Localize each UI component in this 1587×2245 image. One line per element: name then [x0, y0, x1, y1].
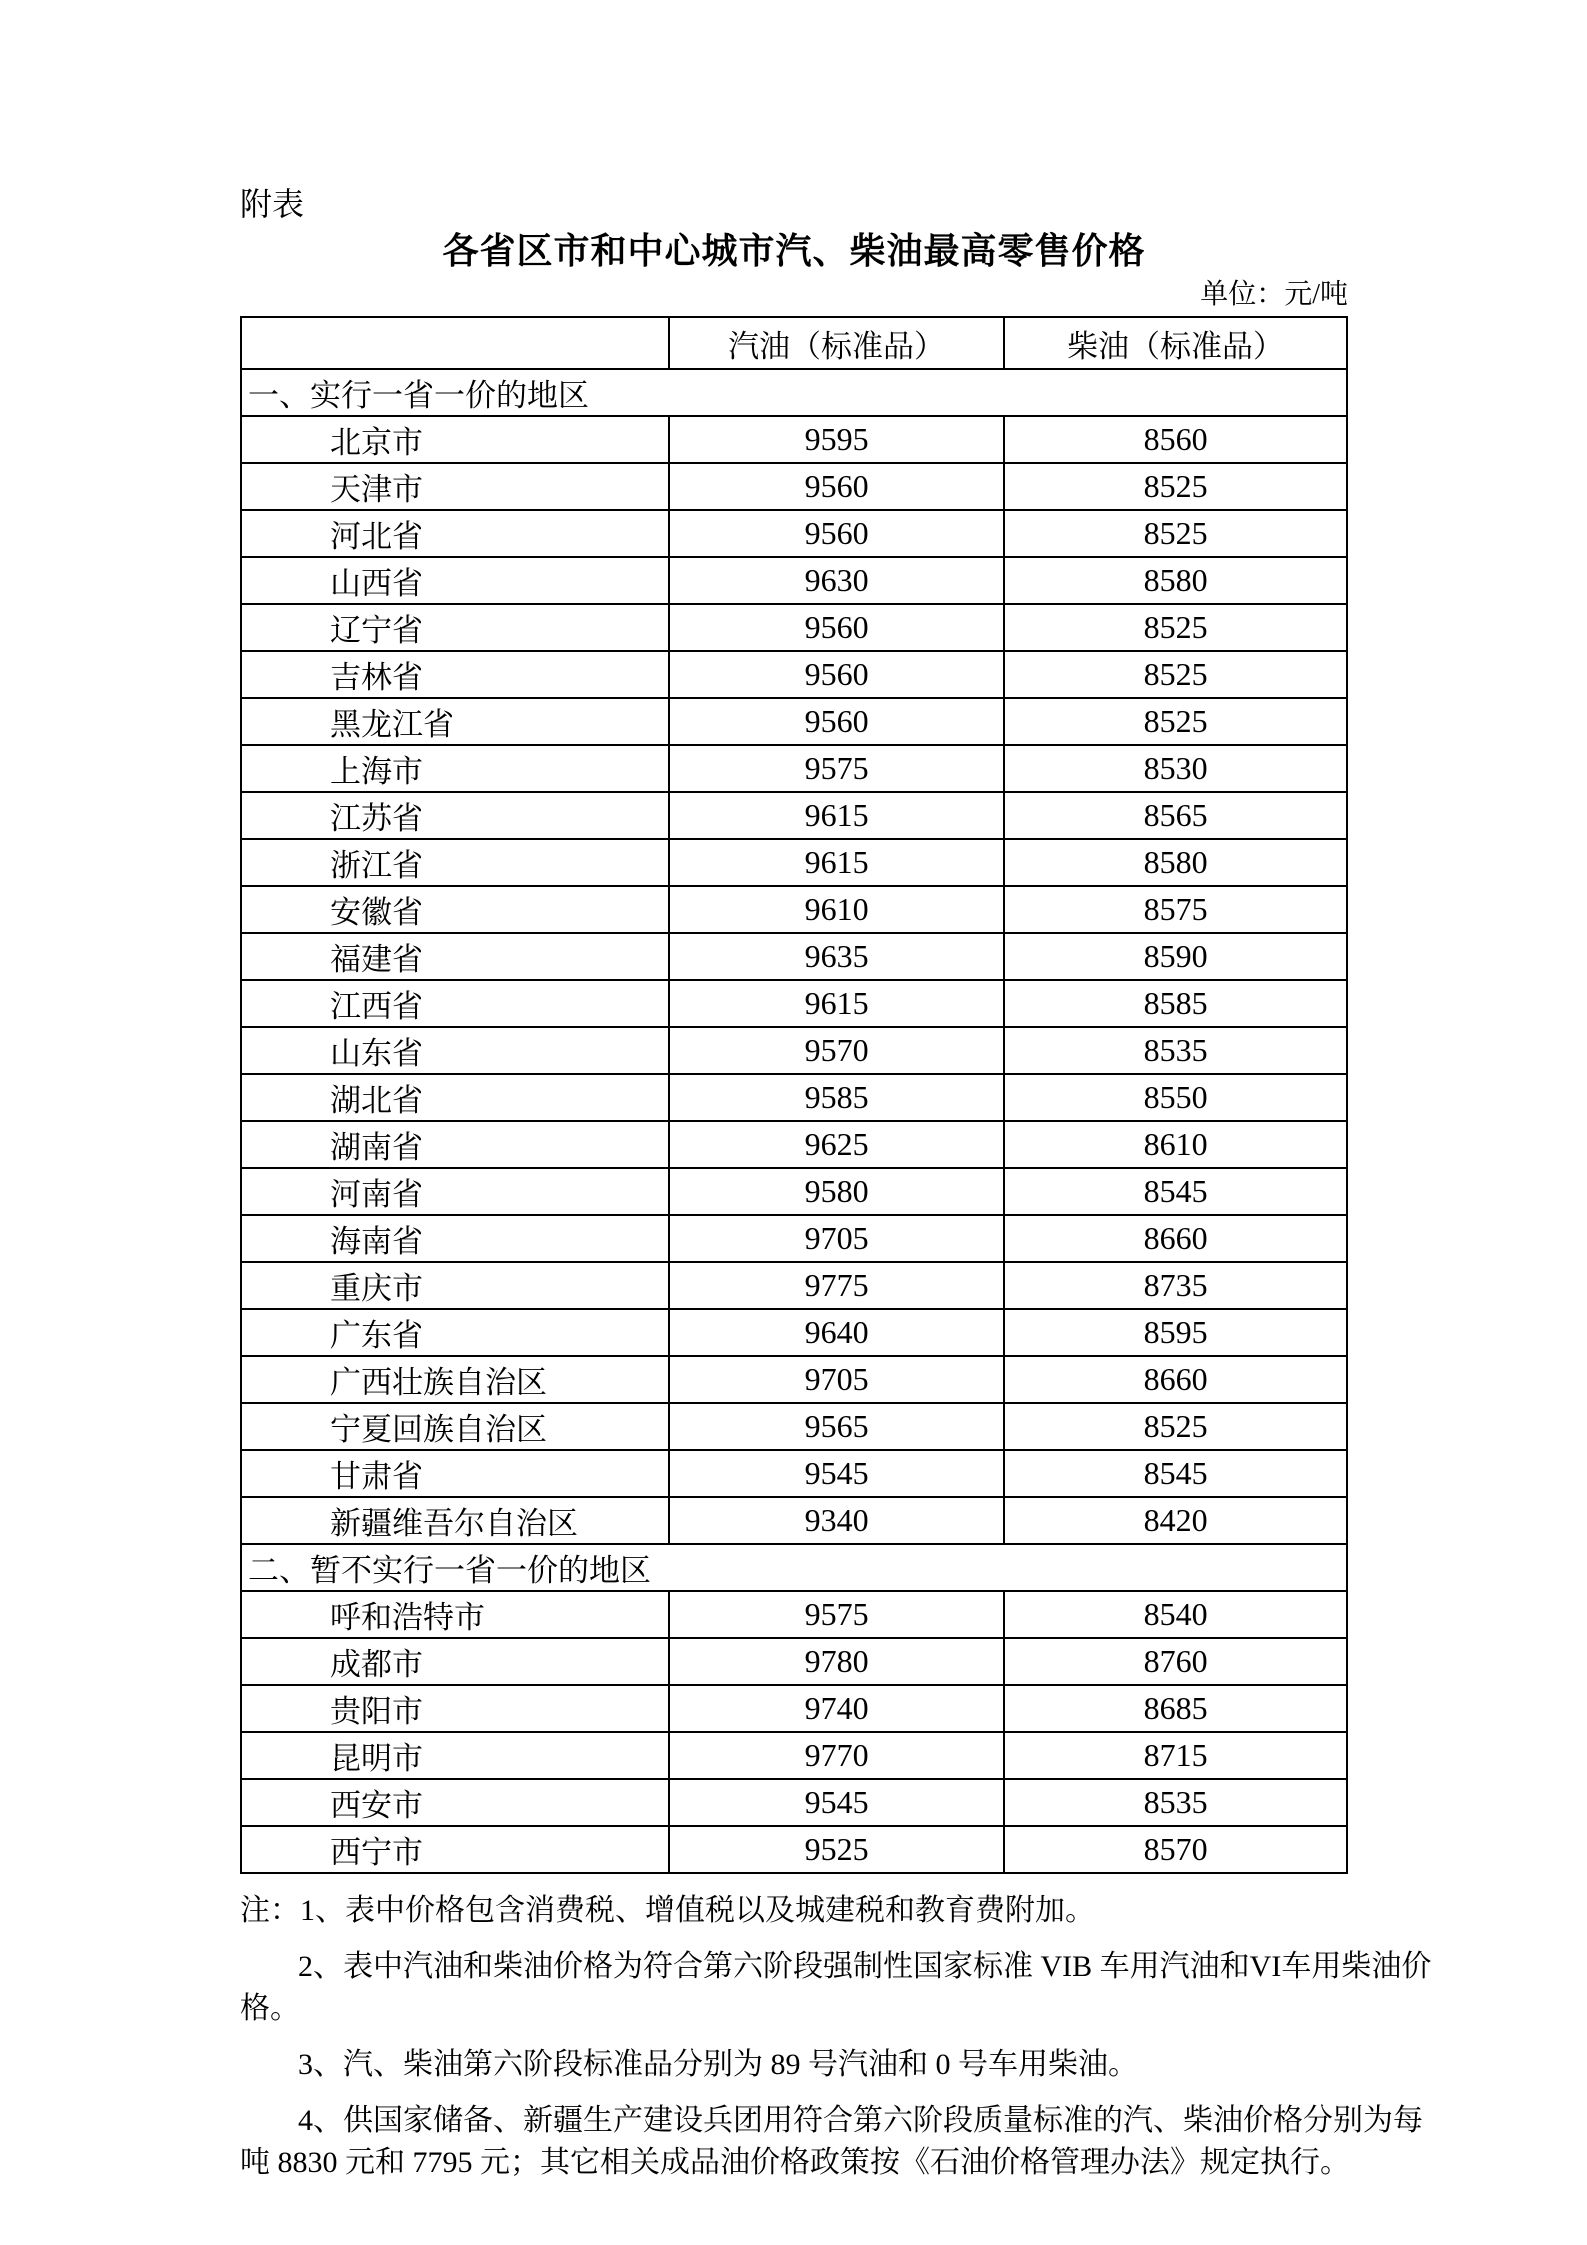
price-table-header	[241, 317, 1347, 369]
diesel-price-cell: 8530	[1004, 745, 1347, 792]
diesel-price-cell: 8545	[1004, 1168, 1347, 1215]
gasoline-price-cell: 9340	[669, 1497, 1004, 1544]
table-row	[241, 1074, 1347, 1121]
note-line: 4、供国家储备、新疆生产建设兵团用符合第六阶段质量标准的汽、柴油价格分别为每	[298, 2104, 1423, 2137]
region-cell: 昆明市	[241, 1732, 669, 1779]
gasoline-price-cell: 9595	[669, 416, 1004, 463]
region-cell: 河北省	[241, 510, 669, 557]
diesel-price-cell: 8560	[1004, 416, 1347, 463]
diesel-price-cell: 8540	[1004, 1591, 1347, 1638]
table-row	[241, 463, 1347, 510]
region-cell: 山东省	[241, 1027, 669, 1074]
header-row	[241, 317, 1347, 369]
note-line: 3、汽、柴油第六阶段标准品分别为 89 号汽油和 0 号车用柴油。	[298, 2048, 1138, 2081]
diesel-price-cell: 8545	[1004, 1450, 1347, 1497]
diesel-price-cell: 8715	[1004, 1732, 1347, 1779]
table-row	[241, 651, 1347, 698]
region-cell: 吉林省	[241, 651, 669, 698]
diesel-price-cell: 8575	[1004, 886, 1347, 933]
table-row	[241, 1121, 1347, 1168]
table-row	[241, 698, 1347, 745]
region-cell: 北京市	[241, 416, 669, 463]
gasoline-price-cell: 9610	[669, 886, 1004, 933]
diesel-price-cell: 8525	[1004, 1403, 1347, 1450]
table-row	[241, 980, 1347, 1027]
region-cell: 海南省	[241, 1215, 669, 1262]
region-cell: 江苏省	[241, 792, 669, 839]
gasoline-price-cell: 9580	[669, 1168, 1004, 1215]
diesel-price-cell: 8660	[1004, 1215, 1347, 1262]
price-table-body	[241, 369, 1347, 1873]
diesel-price-cell: 8565	[1004, 792, 1347, 839]
table-row	[241, 1638, 1347, 1685]
diesel-price-cell: 8525	[1004, 604, 1347, 651]
table-row	[241, 1168, 1347, 1215]
table-row	[241, 1732, 1347, 1779]
region-cell: 宁夏回族自治区	[241, 1403, 669, 1450]
gasoline-price-cell: 9615	[669, 839, 1004, 886]
region-column-header	[241, 317, 669, 369]
table-row	[241, 1779, 1347, 1826]
region-cell: 山西省	[241, 557, 669, 604]
table-row	[241, 792, 1347, 839]
table-row	[241, 745, 1347, 792]
table-row	[241, 604, 1347, 651]
diesel-price-cell: 8550	[1004, 1074, 1347, 1121]
diesel-price-cell: 8580	[1004, 839, 1347, 886]
section-header-label: 二、暂不实行一省一价的地区	[241, 1544, 1347, 1591]
diesel-price-cell: 8525	[1004, 698, 1347, 745]
gasoline-price-cell: 9780	[669, 1638, 1004, 1685]
gasoline-price-cell: 9560	[669, 651, 1004, 698]
gasoline-price-cell: 9545	[669, 1450, 1004, 1497]
section-header-label: 一、实行一省一价的地区	[241, 369, 1347, 416]
table-row	[241, 1591, 1347, 1638]
table-row	[241, 1497, 1347, 1544]
gasoline-price-cell: 9635	[669, 933, 1004, 980]
gasoline-price-cell: 9570	[669, 1027, 1004, 1074]
diesel-price-cell: 8735	[1004, 1262, 1347, 1309]
diesel-price-cell: 8595	[1004, 1309, 1347, 1356]
section-header-row	[241, 1544, 1347, 1591]
table-row	[241, 1450, 1347, 1497]
diesel-price-cell: 8535	[1004, 1779, 1347, 1826]
region-cell: 江西省	[241, 980, 669, 1027]
gasoline-price-cell: 9775	[669, 1262, 1004, 1309]
gasoline-price-cell: 9560	[669, 510, 1004, 557]
table-row	[241, 839, 1347, 886]
region-cell: 上海市	[241, 745, 669, 792]
region-cell: 福建省	[241, 933, 669, 980]
region-cell: 西安市	[241, 1779, 669, 1826]
region-cell: 安徽省	[241, 886, 669, 933]
diesel-price-cell: 8535	[1004, 1027, 1347, 1074]
diesel-price-cell: 8585	[1004, 980, 1347, 1027]
gasoline-price-cell: 9525	[669, 1826, 1004, 1873]
gasoline-price-cell: 9705	[669, 1356, 1004, 1403]
table-row	[241, 1309, 1347, 1356]
table-row	[241, 1262, 1347, 1309]
region-cell: 浙江省	[241, 839, 669, 886]
gasoline-price-cell: 9575	[669, 1591, 1004, 1638]
gasoline-price-cell: 9560	[669, 604, 1004, 651]
note-line: 注：1、表中价格包含消费税、增值税以及城建税和教育费附加。	[240, 1894, 1095, 1927]
gasoline-price-cell: 9615	[669, 792, 1004, 839]
diesel-price-cell: 8525	[1004, 510, 1347, 557]
diesel-price-cell: 8420	[1004, 1497, 1347, 1544]
table-row	[241, 1356, 1347, 1403]
gasoline-price-cell: 9625	[669, 1121, 1004, 1168]
table-row	[241, 557, 1347, 604]
gasoline-price-cell: 9640	[669, 1309, 1004, 1356]
region-cell: 西宁市	[241, 1826, 669, 1873]
table-row	[241, 933, 1347, 980]
gasoline-price-cell: 9585	[669, 1074, 1004, 1121]
region-cell: 辽宁省	[241, 604, 669, 651]
table-row	[241, 1685, 1347, 1732]
diesel-price-cell: 8570	[1004, 1826, 1347, 1873]
diesel-price-cell: 8525	[1004, 651, 1347, 698]
table-row	[241, 1826, 1347, 1873]
gasoline-price-cell: 9560	[669, 698, 1004, 745]
region-cell: 湖南省	[241, 1121, 669, 1168]
gasoline-price-cell: 9770	[669, 1732, 1004, 1779]
region-cell: 重庆市	[241, 1262, 669, 1309]
table-row	[241, 1027, 1347, 1074]
table-row	[241, 416, 1347, 463]
price-table	[240, 316, 1348, 1874]
gasoline-price-cell: 9545	[669, 1779, 1004, 1826]
table-row	[241, 510, 1347, 557]
region-cell: 贵阳市	[241, 1685, 669, 1732]
diesel-price-cell: 8660	[1004, 1356, 1347, 1403]
gasoline-column-header: 汽油（标准品）	[669, 317, 1004, 369]
gasoline-price-cell: 9740	[669, 1685, 1004, 1732]
gasoline-price-cell: 9630	[669, 557, 1004, 604]
note-line: 格。	[240, 1992, 300, 2025]
note-line: 2、表中汽油和柴油价格为符合第六阶段强制性国家标准 VIB 车用汽油和VI车用柴油价	[298, 1950, 1432, 1983]
gasoline-price-cell: 9575	[669, 745, 1004, 792]
region-cell: 成都市	[241, 1638, 669, 1685]
region-cell: 呼和浩特市	[241, 1591, 669, 1638]
region-cell: 甘肃省	[241, 1450, 669, 1497]
appendix-label: 附表	[240, 186, 305, 222]
region-cell: 天津市	[241, 463, 669, 510]
diesel-column-header: 柴油（标准品）	[1004, 317, 1347, 369]
region-cell: 广东省	[241, 1309, 669, 1356]
gasoline-price-cell: 9560	[669, 463, 1004, 510]
diesel-price-cell: 8580	[1004, 557, 1347, 604]
region-cell: 湖北省	[241, 1074, 669, 1121]
notes	[240, 1890, 1432, 2184]
table-row	[241, 1403, 1347, 1450]
gasoline-price-cell: 9705	[669, 1215, 1004, 1262]
table-row	[241, 886, 1347, 933]
diesel-price-cell: 8590	[1004, 933, 1347, 980]
region-cell: 黑龙江省	[241, 698, 669, 745]
unit-label: 单位：元/吨	[1200, 279, 1348, 310]
table-row	[241, 1215, 1347, 1262]
section-header-row	[241, 369, 1347, 416]
gasoline-price-cell: 9565	[669, 1403, 1004, 1450]
diesel-price-cell: 8685	[1004, 1685, 1347, 1732]
diesel-price-cell: 8610	[1004, 1121, 1347, 1168]
note-line: 吨 8830 元和 7795 元；其它相关成品油价格政策按《石油价格管理办法》规定执行。	[240, 2146, 1350, 2179]
region-cell: 河南省	[241, 1168, 669, 1215]
document-content	[240, 182, 1432, 2184]
diesel-price-cell: 8525	[1004, 463, 1347, 510]
region-cell: 新疆维吾尔自治区	[241, 1497, 669, 1544]
diesel-price-cell: 8760	[1004, 1638, 1347, 1685]
gasoline-price-cell: 9615	[669, 980, 1004, 1027]
page-title: 各省区市和中心城市汽、柴油最高零售价格	[442, 230, 1146, 271]
region-cell: 广西壮族自治区	[241, 1356, 669, 1403]
